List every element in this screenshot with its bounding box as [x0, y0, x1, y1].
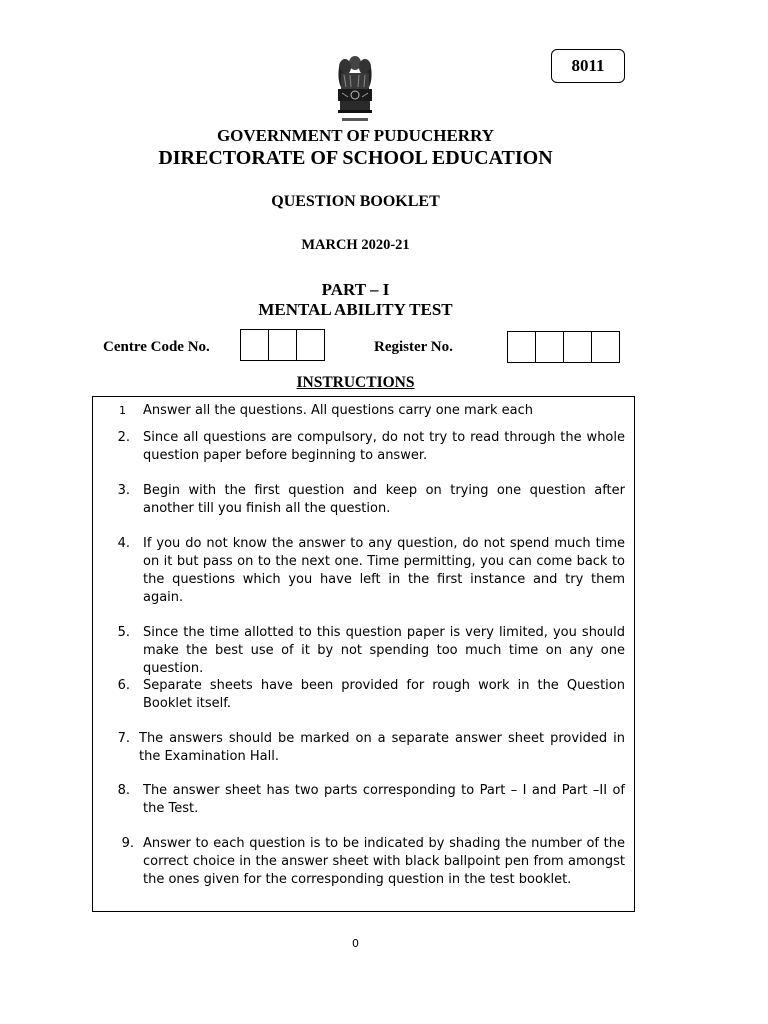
instruction-item: The answer sheet has two parts corresponding to Part – I and Part –II of the Test.: [143, 783, 625, 816]
register-digit-box[interactable]: [536, 332, 564, 362]
centre-code-boxes[interactable]: [240, 329, 325, 361]
instruction-item: Answer to each question is to be indicated by shading the number of the correct choice in the answer sheet with black ballpoint pen from amongst the ones given for the corresponding question in the test booklet.: [143, 836, 625, 887]
state-emblem-icon: [332, 53, 378, 125]
register-digit-box[interactable]: [564, 332, 592, 362]
booklet-code: 8011: [551, 49, 625, 83]
page-number: 0: [352, 937, 359, 950]
instruction-item: If you do not know the answer to any question, do not spend much time on it but pass on to the next one. Time permitting, you can come back to the questions which you have left in the first instance and try them again.: [143, 536, 625, 605]
government-title: GOVERNMENT OF PUDUCHERRY: [216, 126, 495, 145]
instruction-item: Separate sheets have been provided for rough work in the Question Booklet itself.: [143, 678, 625, 711]
register-number-boxes[interactable]: [507, 331, 620, 363]
instruction-item: Since all questions are compulsory, do not try to read through the whole question paper before beginning to answer.: [143, 430, 625, 463]
instruction-item: Answer all the questions. All questions carry one mark each: [143, 403, 534, 418]
directorate-title: DIRECTORATE OF SCHOOL EDUCATION: [158, 147, 553, 169]
instruction-number: 3.: [117, 483, 130, 498]
booklet-title: QUESTION BOOKLET: [271, 193, 440, 210]
instruction-item: Since the time allotted to this question paper is very limited, you should make the best use of it by not spending too much time on any one question.: [143, 625, 625, 676]
centre-code-digit-box[interactable]: [269, 330, 297, 360]
instruction-number: 6.: [117, 678, 130, 693]
instruction-number: 9.: [121, 836, 134, 851]
register-digit-box[interactable]: [592, 332, 619, 362]
centre-code-digit-box[interactable]: [297, 330, 324, 360]
instruction-number: 4.: [117, 536, 130, 551]
register-digit-box[interactable]: [508, 332, 536, 362]
instruction-item: Begin with the first question and keep on trying one question after another till you finish all the question.: [143, 483, 625, 516]
register-label: Register No.: [374, 339, 453, 355]
exam-session: MARCH 2020-21: [301, 237, 410, 253]
instructions-heading: INSTRUCTIONS: [296, 374, 415, 391]
test-name: MENTAL ABILITY TEST: [258, 300, 453, 319]
instruction-number: 5.: [117, 625, 130, 640]
part-title: PART – I: [321, 280, 390, 299]
instruction-item: The answers should be marked on a separate answer sheet provided in the Examination Hall.: [139, 731, 625, 764]
instruction-number: 2.: [117, 430, 130, 445]
instruction-number: 7.: [117, 731, 130, 746]
centre-code-label: Centre Code No.: [103, 339, 210, 355]
instruction-number: 1: [119, 404, 126, 417]
centre-code-digit-box[interactable]: [241, 330, 269, 360]
instruction-number: 8.: [117, 783, 130, 798]
